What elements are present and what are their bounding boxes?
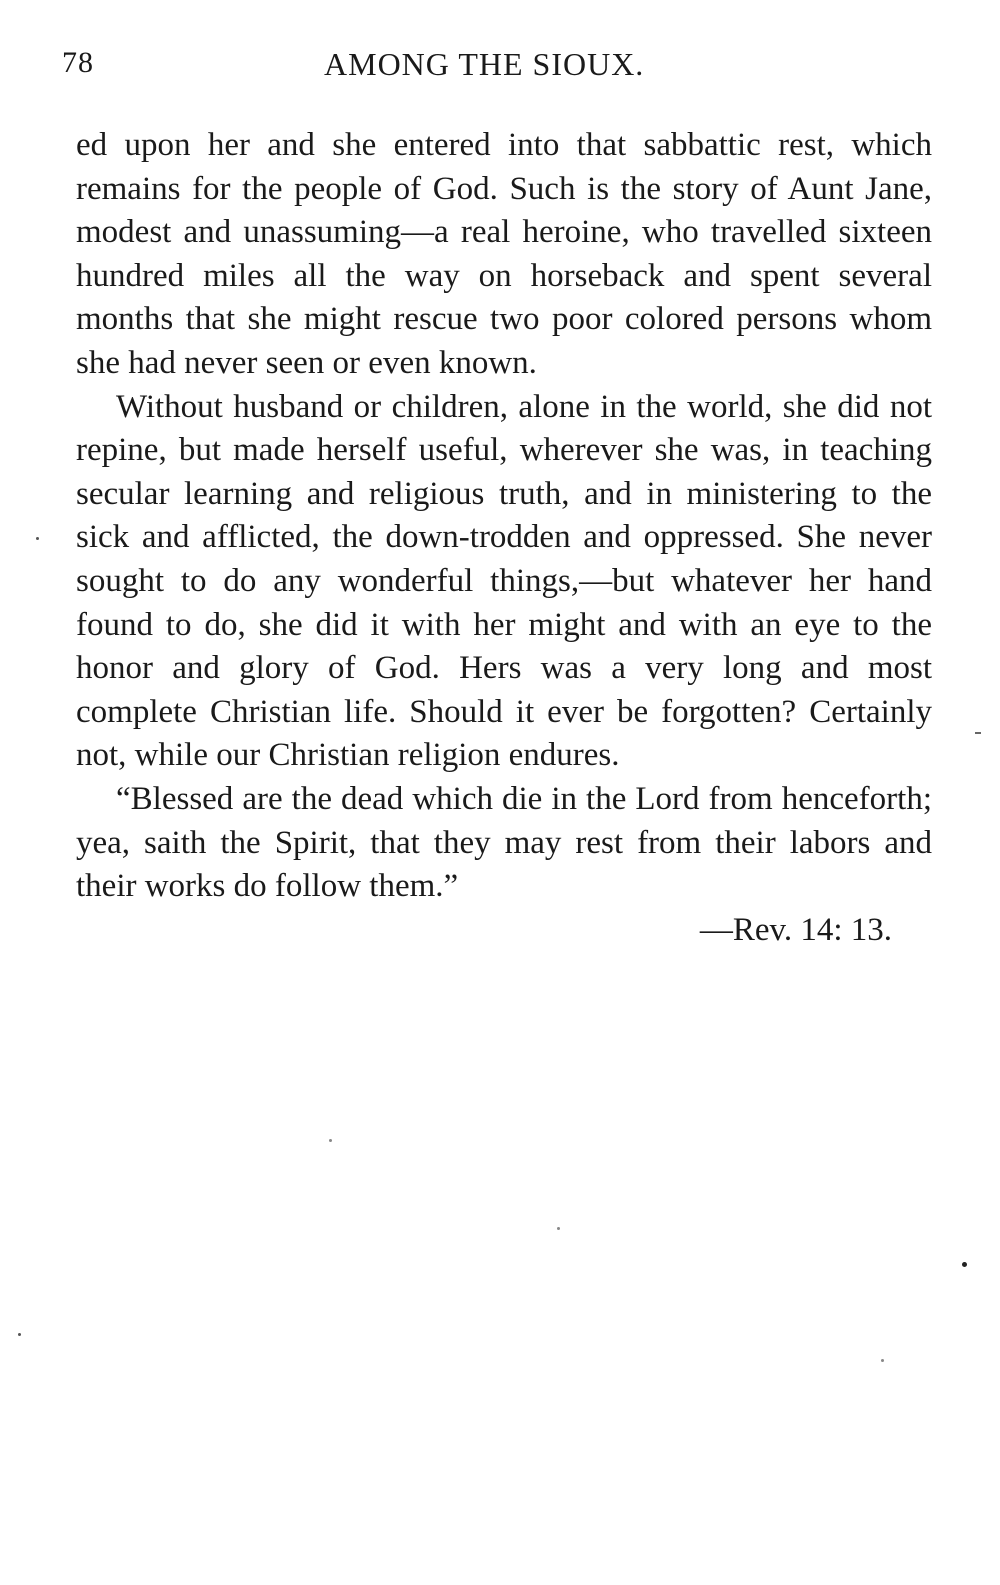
paragraph-aunt-jane-life: Without husband or children, alone in the world, she did not repine, but made herself useful, wherever she was, in teaching secular learning and religious truth, and in ministering to the sick and afflicted, the down-trodden and oppressed. She never sought to do any wonderful things,—but whatever her hand found to do, she did it with her might and with an eye to the honor and glory of God. Hers was a very long and most complete Christian life. Should it ever be forgotten? Certainly not, while our Christian religion endures. bbox=[76, 388, 932, 774]
print-speck bbox=[36, 537, 39, 540]
print-speck bbox=[881, 1359, 884, 1362]
paragraph-scripture-quote: “Blessed are the dead which die in the Lord from henceforth; yea, saith the Spirit, that they may rest from their labors and their works do follow them.” bbox=[76, 780, 932, 905]
running-head bbox=[62, 46, 722, 92]
print-speck bbox=[329, 1139, 332, 1142]
print-speck bbox=[975, 732, 981, 734]
paragraph-continuation: ed upon her and she entered into that sabbattic rest, which remains for the people of God. Such is the story of Aunt Jane, modest and unassuming—a real heroine, who travelled sixteen hundred miles all the way on horseback and spent several months that she might rescue two poor colored persons whom she had never seen or even known. bbox=[76, 127, 932, 381]
body-text bbox=[76, 124, 932, 952]
print-speck bbox=[557, 1227, 560, 1230]
scripture-citation: —Rev. 14: 13. bbox=[699, 911, 892, 948]
print-speck bbox=[18, 1333, 21, 1336]
page-number: 78 bbox=[62, 46, 94, 79]
running-title: AMONG THE SIOUX. bbox=[324, 46, 645, 82]
print-speck bbox=[962, 1262, 967, 1267]
